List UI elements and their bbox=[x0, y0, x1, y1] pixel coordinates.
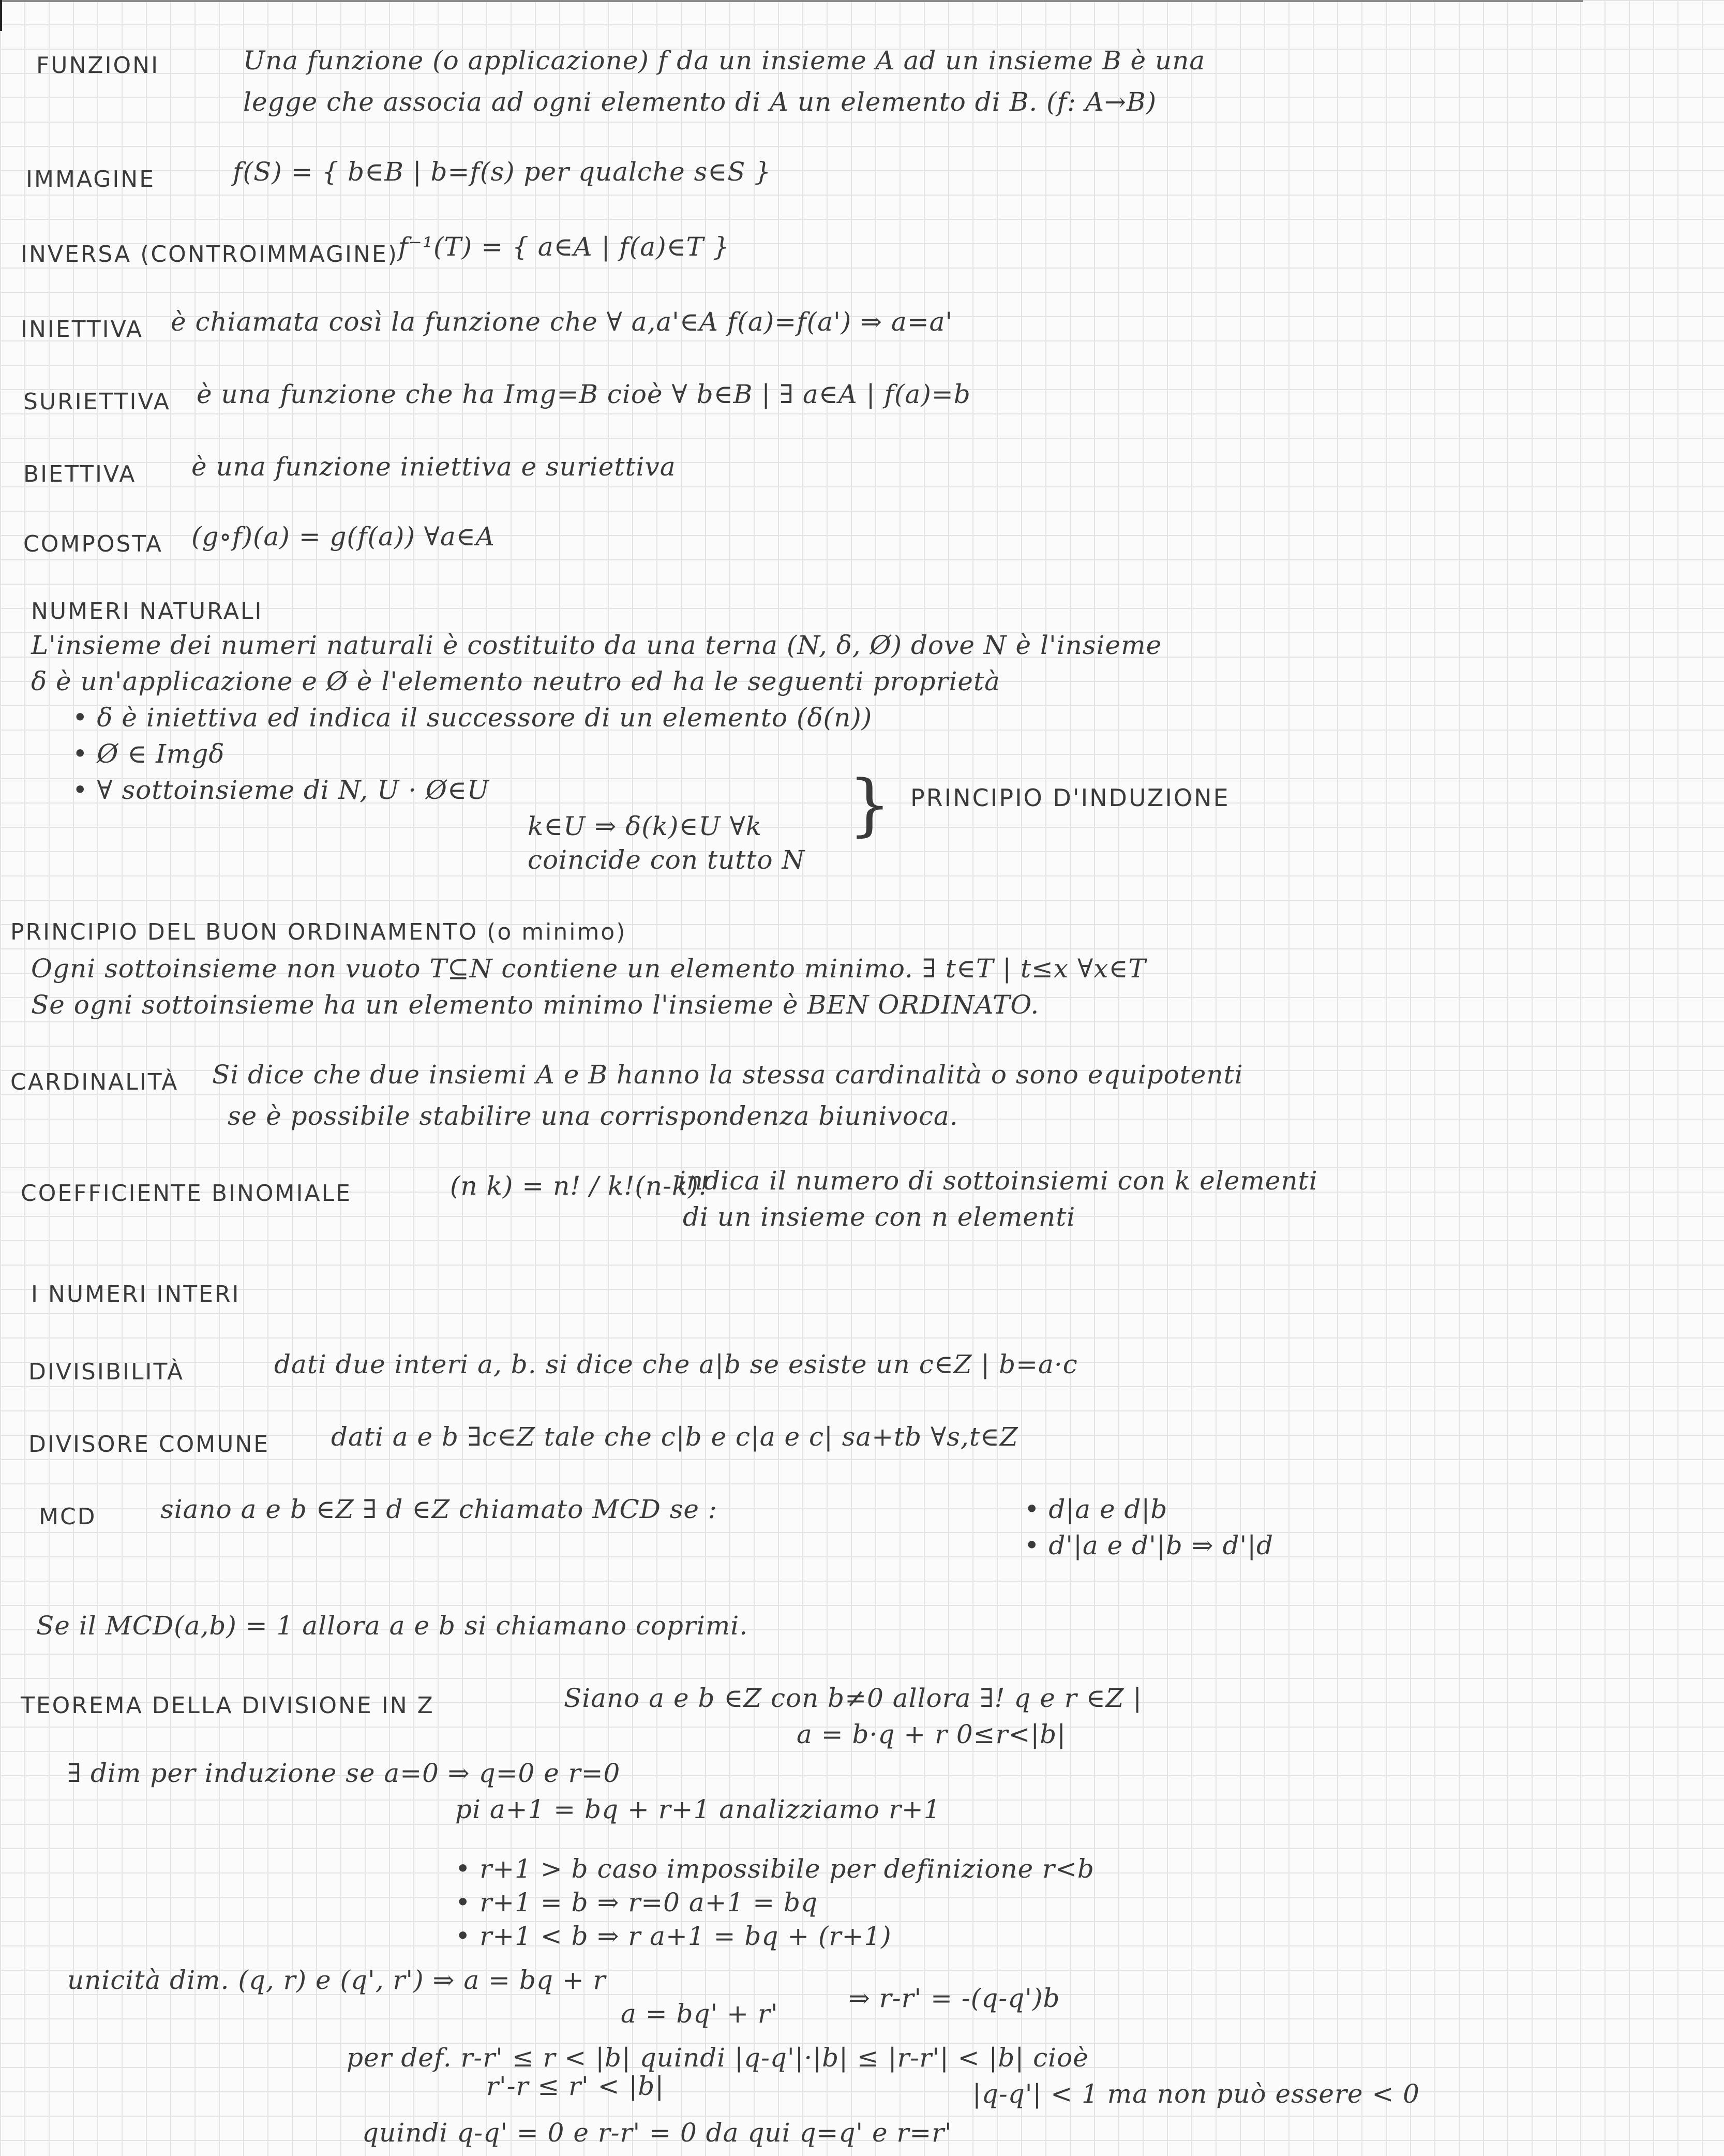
binomiale-heading: COEFFICIENTE BINOMIALE bbox=[21, 1180, 352, 1207]
naturali-bullet-3-line-3: coincide con tutto N bbox=[528, 845, 805, 875]
naturali-heading: NUMERI NATURALI bbox=[31, 598, 263, 625]
naturali-bullet-3: • ∀ sottoinsieme di N, U · Ø∈U bbox=[72, 775, 490, 805]
quindi-conclusion: quindi q-q' = 0 e r-r' = 0 da qui q=q' e r=r' bbox=[362, 2118, 952, 2148]
coprimi-statement: Se il MCD(a,b) = 1 allora a e b si chiamano coprimi. bbox=[36, 1611, 748, 1641]
ordinamento-text-line-2: Se ogni sottoinsieme ha un elemento minimo l'insieme è BEN ORDINATO. bbox=[31, 990, 1040, 1020]
biettiva-heading: BIETTIVA bbox=[23, 461, 137, 487]
naturali-bullet-1: • δ è iniettiva ed indica il successore di un elemento (δ(n)) bbox=[72, 703, 873, 733]
naturali-text-line-1: L'insieme dei numeri naturali è costituito da una terna (N, δ, Ø) dove N è l'insieme bbox=[31, 630, 1162, 660]
iniettiva-heading: INIETTIVA bbox=[21, 316, 144, 343]
dim-line-1: ∃ dim per induzione se a=0 ⇒ q=0 e r=0 bbox=[67, 1758, 621, 1788]
naturali-bullet-3-line-2: k∈U ⇒ δ(k)∈U ∀k bbox=[528, 811, 762, 841]
dim-bullet-2: • r+1 = b ⇒ r=0 a+1 = bq bbox=[455, 1887, 818, 1917]
divisibilita-heading: DIVISIBILITÀ bbox=[28, 1359, 185, 1385]
principio-induzione-label: PRINCIPIO D'INDUZIONE bbox=[910, 784, 1230, 812]
ordinamento-heading: PRINCIPIO DEL BUON ORDINAMENTO (o minimo) bbox=[10, 919, 627, 945]
dim-line-2: pi a+1 = bq + r+1 analizziamo r+1 bbox=[455, 1794, 941, 1824]
perdef-line-2: r'-r ≤ r' < |b| bbox=[486, 2071, 665, 2101]
inversa-heading: INVERSA (CONTROIMMAGINE) bbox=[21, 241, 398, 267]
composta-heading: COMPOSTA bbox=[23, 531, 163, 557]
unicita-line-2: a = bq' + r' bbox=[621, 1999, 778, 2029]
cardinalita-text-line-1: Si dice che due insiemi A e B hanno la stessa cardinalità o sono equipotenti bbox=[212, 1060, 1243, 1090]
binomiale-text-line-2: di un insieme con n elementi bbox=[683, 1202, 1076, 1232]
teorema-equation: a = b·q + r 0≤r<|b| bbox=[797, 1719, 1067, 1749]
divisore-definition: dati a e b ∃c∈Z tale che c|b e c|a e c| sa+tb ∀s,t∈Z bbox=[331, 1422, 1018, 1452]
divisore-heading: DIVISORE COMUNE bbox=[28, 1431, 270, 1458]
biettiva-definition: è una funzione iniettiva e suriettiva bbox=[191, 452, 676, 482]
cardinalita-heading: CARDINALITÀ bbox=[10, 1069, 179, 1095]
iniettiva-definition: è chiamata così la funzione che ∀ a,a'∈A f(a)=f(a') ⇒ a=a' bbox=[171, 307, 953, 337]
funzioni-heading: FUNZIONI bbox=[36, 52, 160, 79]
mcd-definition: siano a e b ∈Z ∃ d ∈Z chiamato MCD se : bbox=[160, 1494, 717, 1524]
binomiale-text-line-1: indica il numero di sottoinsiemi con k elementi bbox=[678, 1166, 1318, 1196]
immagine-heading: IMMAGINE bbox=[26, 166, 156, 192]
naturali-text-line-2: δ è un'applicazione e Ø è l'elemento neutro ed ha le seguenti proprietà bbox=[31, 666, 1000, 696]
mcd-heading: MCD bbox=[39, 1504, 97, 1530]
dim-bullet-1: • r+1 > b caso impossibile per definizione r<b bbox=[455, 1854, 1095, 1884]
unicita-line-1: unicità dim. (q, r) e (q', r') ⇒ a = bq + r bbox=[67, 1965, 606, 1995]
composta-formula: (g∘f)(a) = g(f(a)) ∀a∈A bbox=[191, 522, 495, 552]
unicita-result: ⇒ r-r' = -(q-q')b bbox=[848, 1983, 1060, 2013]
binomiale-formula: (n k) = n! / k!(n-k)! bbox=[450, 1171, 710, 1201]
immagine-formula: f(S) = { b∈B | b=f(s) per qualche s∈S } bbox=[233, 157, 772, 187]
funzioni-text-line-1: Una funzione (o applicazione) f da un insieme A ad un insieme B è una bbox=[243, 46, 1206, 76]
interi-heading: I NUMERI INTERI bbox=[31, 1281, 241, 1307]
naturali-bullet-2: • Ø ∈ Imgδ bbox=[72, 739, 225, 769]
top-edge-rule bbox=[0, 0, 1583, 2]
cardinalita-text-line-2: se è possibile stabilire una corrispondenza biunivoca. bbox=[228, 1101, 958, 1131]
corner-mark bbox=[0, 0, 2, 31]
mcd-bullet-2: • d'|a e d'|b ⇒ d'|d bbox=[1024, 1530, 1274, 1560]
perdef-line-1: per def. r-r' ≤ r < |b| quindi |q-q'|·|b| ≤ |r-r'| < |b| cioè bbox=[347, 2043, 1089, 2073]
dim-bullet-3: • r+1 < b ⇒ r a+1 = bq + (r+1) bbox=[455, 1921, 892, 1951]
mcd-bullet-1: • d|a e d|b bbox=[1024, 1494, 1168, 1524]
teorema-statement: Siano a e b ∈Z con b≠0 allora ∃! q e r ∈Z | bbox=[564, 1683, 1143, 1713]
brace-icon: } bbox=[848, 765, 892, 844]
ordinamento-text-line-1: Ogni sottoinsieme non vuoto T⊆N contiene un elemento minimo. ∃ t∈T | t≤x ∀x∈T bbox=[31, 954, 1146, 984]
suriettiva-definition: è una funzione che ha Img=B cioè ∀ b∈B | ∃ a∈A | f(a)=b bbox=[197, 379, 971, 409]
teorema-heading: TEOREMA DELLA DIVISIONE IN Z bbox=[21, 1692, 434, 1719]
divisibilita-definition: dati due interi a, b. si dice che a|b se esiste un c∈Z | b=a·c bbox=[274, 1349, 1078, 1379]
suriettiva-heading: SURIETTIVA bbox=[23, 389, 171, 415]
perdef-line-3: |q-q'| < 1 ma non può essere < 0 bbox=[972, 2079, 1420, 2109]
inversa-formula: f⁻¹(T) = { a∈A | f(a)∈T } bbox=[398, 232, 730, 262]
funzioni-text-line-2: legge che associa ad ogni elemento di A un elemento di B. (f: A→B) bbox=[243, 87, 1157, 117]
